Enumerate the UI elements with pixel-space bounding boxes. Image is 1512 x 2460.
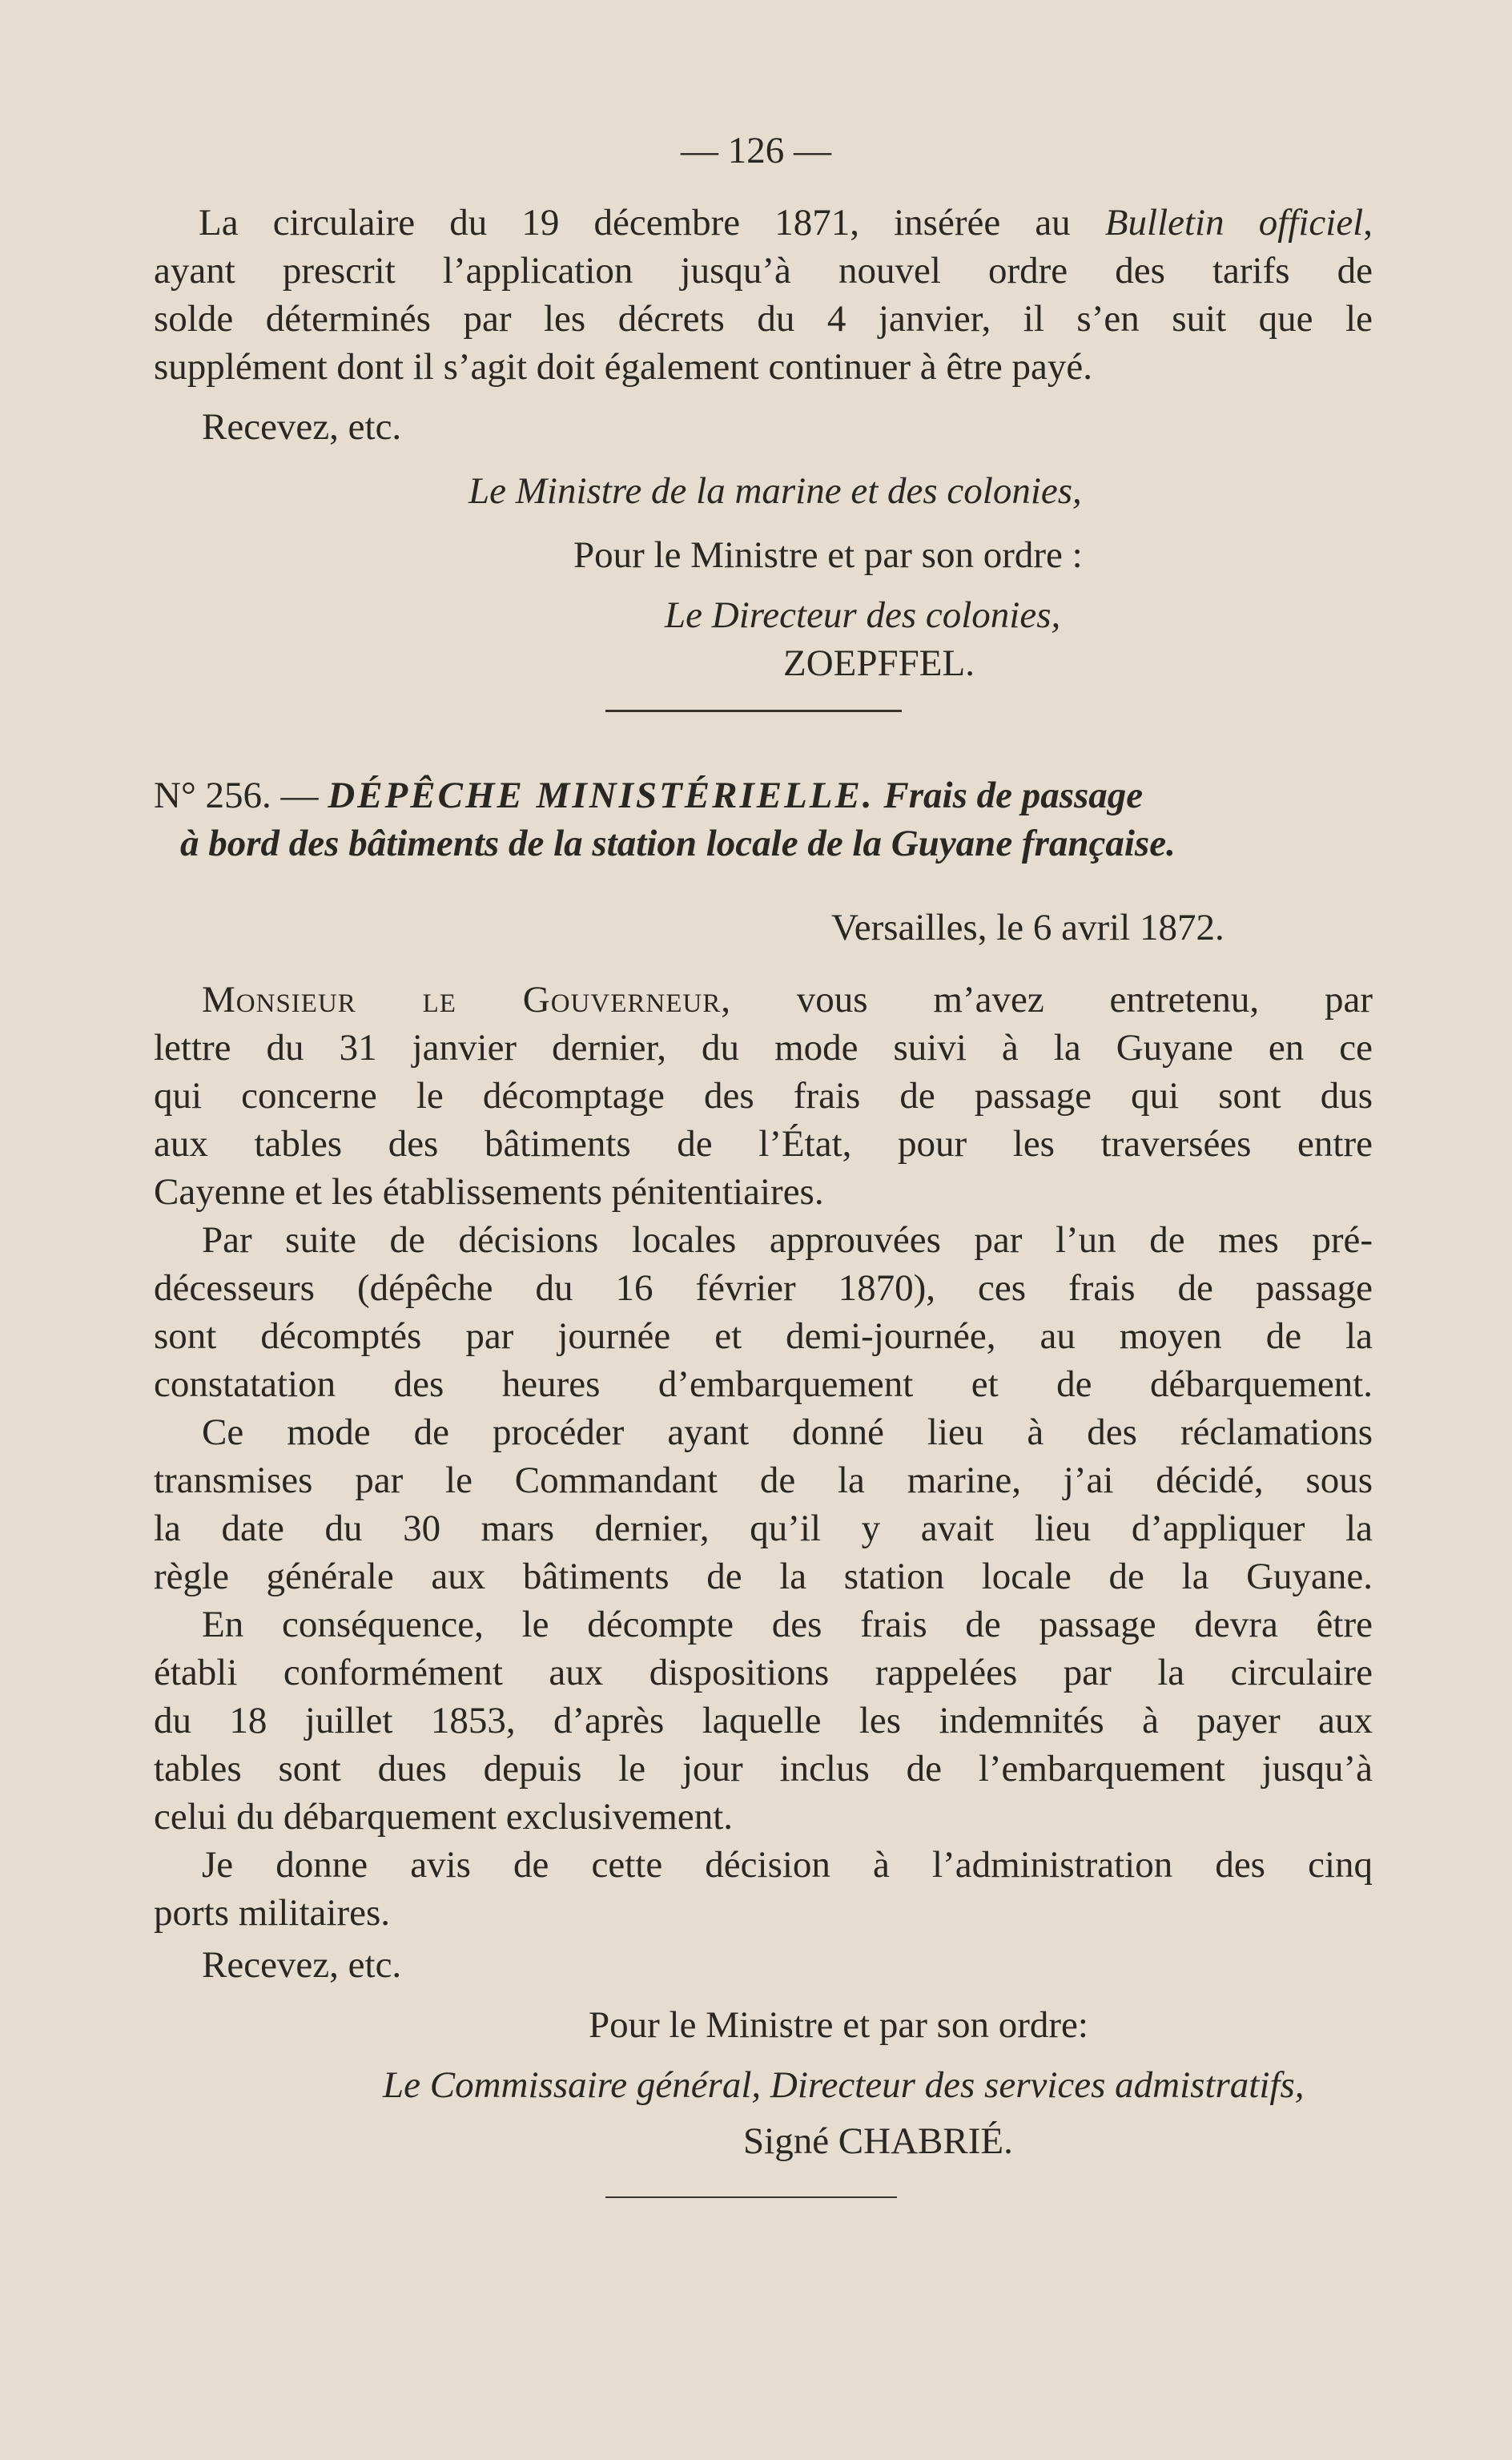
signature-order-line: Pour le Ministre et par son ordre : [573,534,1083,576]
body-line: aux tables des bâtiments de l’État, pour les traversées entre [154,1123,1373,1165]
body-line: transmises par le Commandant de la marine, j’ai décidé, sous [154,1459,1373,1501]
signature-name: Signé CHABRIÉ. [743,2120,1013,2162]
body-line: Je donne avis de cette décision à l’administration des cinq [202,1844,1373,1886]
dispatch-type: DÉPÊCHE MINISTÉRIELLE. [328,775,875,816]
signature-director-title: Le Directeur des colonies, [665,594,1061,636]
body-line: du 18 juillet 1853, d’après laquelle les indemnités à payer aux [154,1700,1373,1741]
body-line [199,200,1373,245]
body-line: constatation des heures d’embarquement et de débarquement. [154,1363,1373,1405]
signature-title: Le Commissaire général, Directeur des services admistratifs, [383,2064,1305,2106]
body-text: vous m’avez entretenu, par [730,979,1373,1021]
signature-name: ZOEPFFEL. [783,642,975,684]
page-number: — 126 — [681,130,831,171]
dispatch-subject-line2: à bord des bâtiments de la station locale de la Guyane française. [180,823,1176,864]
body-line: Ce mode de procéder ayant donné lieu à des réclamations [202,1411,1373,1453]
bulletin-suffix: , [1363,202,1373,244]
body-line: sont décomptés par journée et demi-journée, au moyen de la [154,1315,1373,1357]
body-line: établi conformément aux dispositions rappelées par la circulaire [154,1652,1373,1693]
section-divider [605,710,902,712]
dispatch-heading [154,773,1373,818]
place-date: Versailles, le 6 avril 1872. [831,907,1224,948]
body-line: ayant prescrit l’application jusqu’à nouvel ordre des tarifs de [154,250,1373,292]
body-line: la date du 30 mars dernier, qu’il y avait lieu d’appliquer la [154,1508,1373,1549]
body-line: solde déterminés par les décrets du 4 janvier, il s’en suit que le [154,298,1373,340]
signature-minister-title: Le Ministre de la marine et des colonies, [468,470,1082,512]
body-text: La circulaire du 19 décembre 1871, insérée au [199,202,1105,244]
body-line: Cayenne et les établissements pénitentiaires. [154,1171,824,1213]
dispatch-number: N° 256. — [154,775,328,816]
body-line: En conséquence, le décompte des frais de passage devra être [202,1604,1373,1645]
body-line: règle générale aux bâtiments de la station locale de la Guyane. [154,1556,1373,1597]
body-line: tables sont dues depuis le jour inclus de l’embarquement jusqu’à [154,1748,1373,1790]
body-line: décesseurs (dépêche du 16 février 1870), ces frais de passage [154,1267,1373,1309]
body-line: Par suite de décisions locales approuvées par l’un de mes pré- [202,1219,1373,1261]
body-line: lettre du 31 janvier dernier, du mode suivi à la Guyane en ce [154,1027,1373,1069]
body-line [202,977,1373,1022]
signature-order-line: Pour le Ministre et par son ordre: [589,2004,1088,2046]
body-line: celui du débarquement exclusivement. [154,1796,734,1838]
dispatch-subject-line1: Frais de passage [874,775,1144,816]
salutation: Monsieur le Gouverneur, [202,979,731,1021]
closing: Recevez, etc. [202,1944,402,1986]
body-line: ports militaires. [154,1892,391,1934]
closing: Recevez, etc. [202,406,402,448]
body-line: supplément dont il s’agit doit également continuer à être payé. [154,346,1093,388]
end-divider [605,2196,897,2198]
body-line: qui concerne le décomptage des frais de passage qui sont dus [154,1075,1373,1117]
bulletin-title: Bulletin officiel [1104,202,1364,244]
